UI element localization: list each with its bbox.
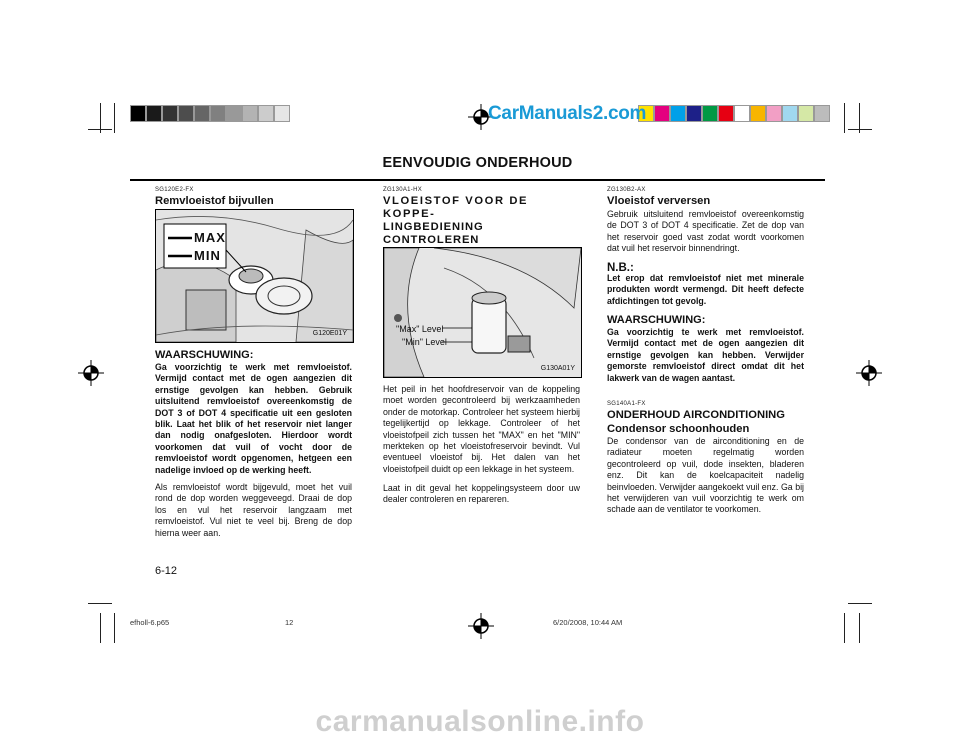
color-swatch bbox=[814, 105, 830, 122]
body-text: De condensor van de airconditioning en de radiateur moeten regelmatig worden gecontroleerd op vuil, dode insekten, bladeren enz. Dit kan de koelcapaciteit nadelig beinvloeden. Verwijder aangekoekt vuil enz. Ga bij het verwijderen van vuil voorzichtig te werk om schade aan de ventilator te voorkomen. bbox=[607, 436, 804, 515]
max-mark-label: MAX bbox=[194, 230, 226, 245]
footer-date: 6/20/2008, 10:44 AM bbox=[553, 618, 623, 627]
warning-text: Ga voorzichtig te werk met remvloeistof. Vermijd contact met de ogen aangezien dit ernstige gevolgen kan hebben. Verwijder gemorste remvloeistof direct omdat dit het lakwerk van de wagen aantast. bbox=[607, 327, 804, 383]
color-swatch bbox=[686, 105, 702, 122]
section-subtitle: Condensor schoonhouden bbox=[607, 423, 750, 435]
crop-mark bbox=[859, 103, 860, 133]
warning-title: WAARSCHUWING: bbox=[155, 349, 254, 361]
figure-label: G120E01Y bbox=[312, 330, 347, 337]
clutch-reservoir-figure bbox=[383, 247, 582, 378]
body-text: Het peil in het hoofdreservoir van de koppeling moet worden gecontroleerd bij werkzaamheden onder de motorkap. Controleer het systeem hierbij tegelijkertijd op lekkage. Controleer of het vloeistofpeil zich tussen het "MAX" en het "MIN" merkteken op het vloeistofreservoir bevindt. Vul eventueel vloeistof bij. Het dalen van het vloeistofpeil duidt op een lekkage in het systeem. bbox=[383, 384, 580, 474]
section-code: SG120E2-FX bbox=[155, 187, 194, 193]
footer-page: 12 bbox=[285, 618, 294, 627]
crop-mark bbox=[100, 103, 101, 133]
color-calibration-bar bbox=[638, 105, 830, 122]
clutch-reservoir-illustration bbox=[384, 248, 581, 377]
body-text: Als remvloeistof wordt bijgevuld, moet het vuil rond de dop worden weggeveegd. Draai de dop los en vul het reservoir langzaam met remvloeistof. Vul niet te veel bij. Breng de dop hierna weer aan. bbox=[155, 482, 352, 538]
figure-label: G130A01Y bbox=[540, 365, 575, 372]
color-swatch bbox=[178, 105, 194, 122]
section-title-line: VLOEISTOF VOOR DE KOPPE- bbox=[383, 195, 529, 220]
min-level-label: "Min" Level bbox=[402, 337, 447, 347]
body-text: Laat in dit geval het koppelingsysteem door uw dealer controleren en repareren. bbox=[383, 483, 580, 505]
warning-title: WAARSCHUWING: bbox=[607, 314, 706, 326]
color-swatch bbox=[734, 105, 750, 122]
crop-mark bbox=[114, 103, 115, 133]
crop-mark bbox=[848, 603, 872, 604]
crop-mark bbox=[100, 613, 101, 643]
color-swatch bbox=[798, 105, 814, 122]
color-swatch bbox=[162, 105, 178, 122]
crop-mark bbox=[88, 603, 112, 604]
color-swatch bbox=[670, 105, 686, 122]
body-text: Gebruik uitsluitend remvloeistof overeenkomstig de DOT 3 of DOT 4 specificatie. Zet de dop van het reservoir goed vast zodat wordt voorkomen dat vuil het reservoir binnendringt. bbox=[607, 209, 804, 254]
max-level-label: "Max" Level bbox=[396, 324, 444, 334]
registration-mark-icon bbox=[78, 360, 104, 386]
section-code: SG140A1-FX bbox=[607, 401, 646, 407]
watermark: carmanualsonline.info bbox=[315, 705, 645, 738]
registration-mark-icon bbox=[856, 360, 882, 386]
footer-filename: efholl-6.p65 bbox=[130, 618, 170, 627]
crop-mark bbox=[844, 613, 845, 643]
color-swatch bbox=[702, 105, 718, 122]
section-title: Vloeistof verversen bbox=[607, 195, 711, 207]
color-swatch bbox=[226, 105, 242, 122]
color-swatch bbox=[258, 105, 274, 122]
crop-mark bbox=[848, 129, 872, 130]
page-header bbox=[130, 155, 825, 181]
color-swatch bbox=[210, 105, 226, 122]
brake-reservoir-illustration bbox=[156, 210, 353, 342]
color-swatch bbox=[654, 105, 670, 122]
color-swatch bbox=[242, 105, 258, 122]
crop-mark bbox=[114, 613, 115, 643]
color-swatch bbox=[750, 105, 766, 122]
site-logo[interactable]: CarManuals2.com bbox=[488, 103, 647, 124]
page-number: 6-12 bbox=[155, 565, 178, 577]
crop-mark bbox=[844, 103, 845, 133]
min-mark-label: MIN bbox=[194, 248, 221, 263]
note-title: N.B.: bbox=[607, 262, 634, 274]
color-swatch bbox=[766, 105, 782, 122]
color-swatch bbox=[194, 105, 210, 122]
color-swatch bbox=[274, 105, 290, 122]
section-code: ZG130B2-AX bbox=[607, 187, 646, 193]
warning-text: Ga voorzichtig te werk met remvloeistof. Vermijd contact met de ogen aangezien dit ernstige gevolgen kan hebben. Gebruik uitsluitend remvloeistof overeenkomstig de DOT 3 of DOT 4 specificatie uit een gesloten blik. Laat het blik of het reservoir niet langer dan nodig onafgesloten. Hierdoor wordt voorkomen dat vuil of vocht door de remvloeistof wordt opgenomen, hetgeen een nadelige invloed op de werking heeft. bbox=[155, 362, 352, 475]
color-swatch bbox=[782, 105, 798, 122]
note-text: Let erop dat remvloeistof niet met minerale produkten wordt vermengd. Dit heeft defecte afdichtingen tot gevolg. bbox=[607, 273, 804, 306]
section-title-line: LINGBEDIENING CONTROLEREN bbox=[383, 221, 484, 246]
color-swatch bbox=[718, 105, 734, 122]
section-title: Remvloeistof bijvullen bbox=[155, 195, 274, 207]
registration-mark-icon bbox=[468, 613, 494, 639]
color-swatch bbox=[146, 105, 162, 122]
brake-reservoir-figure bbox=[155, 209, 354, 343]
color-swatch bbox=[130, 105, 146, 122]
page-title: EENVOUDIG ONDERHOUD bbox=[382, 155, 573, 171]
gray-calibration-bar bbox=[130, 105, 290, 122]
section-code: ZG130A1-HX bbox=[383, 187, 423, 193]
crop-mark bbox=[859, 613, 860, 643]
section-title: ONDERHOUD AIRCONDITIONING bbox=[607, 409, 785, 421]
